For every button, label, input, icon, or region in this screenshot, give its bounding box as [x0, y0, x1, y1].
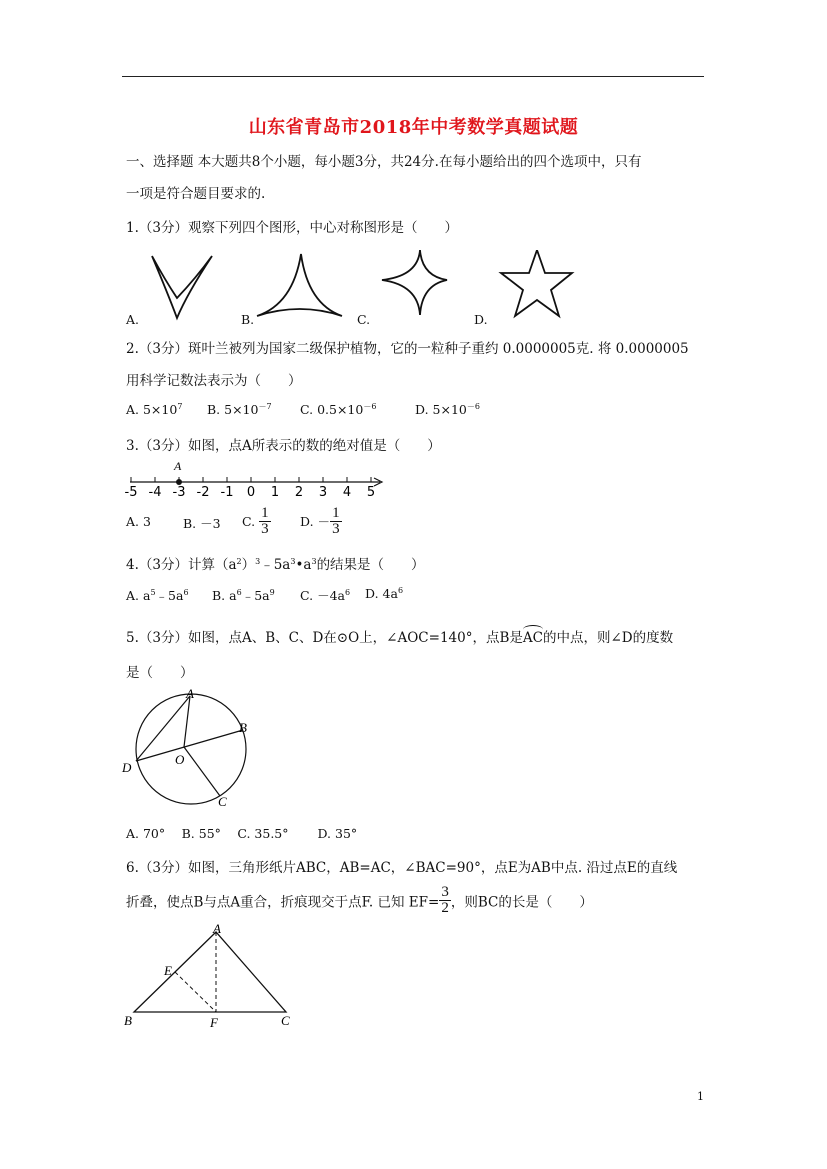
tick-label: -4	[148, 485, 162, 500]
page-title: 山东省青岛市2018年中考数学真题试题	[248, 117, 579, 138]
q4-option-d: D. $4a^6$	[365, 586, 404, 601]
q5-line1: 5.（3分）如图，点A、B、C、D在⊙O上，∠AOC=140°，点B是AC的中点，则∠D的度数	[126, 630, 674, 646]
circle-o	[136, 694, 246, 804]
number-line	[122, 455, 392, 500]
q3-option-d: D. － $\frac{1}{3}$	[300, 505, 340, 537]
q3-option-b: B. －3	[183, 516, 221, 531]
tick-label: -5	[124, 485, 138, 500]
tick-label: 4	[342, 485, 352, 500]
five-point-star-figure	[501, 250, 572, 316]
q5-options: A. 70° B. 55° C. 35.5° D. 35°	[126, 826, 358, 841]
q4-stem: 4.（3分）计算$(a^2)^3﹣5a^3•a^3$的结果是（ ）	[126, 557, 425, 573]
q2-line1: 2.（3分）斑叶兰被列为国家二级保护植物，它的一粒种子重约 0.0000005克. 将 0.0000005	[126, 341, 689, 357]
point-a-label: A	[174, 459, 182, 473]
curved-triangle-figure	[257, 254, 342, 316]
label-e: E	[164, 963, 172, 978]
circle-figure	[118, 685, 268, 810]
header-rule	[122, 76, 704, 77]
chevron-shape-figure	[152, 256, 212, 318]
q3-option-a: A. 3	[126, 514, 151, 529]
q4-option-a: A. $a^5﹣5a^6$	[126, 588, 189, 603]
q2-option-c: C. $0.5\times 10^{-6}$	[300, 402, 377, 417]
label-c: C	[218, 794, 227, 809]
tick-label: -3	[172, 485, 186, 500]
q4-option-c: C. $-4a^6$	[300, 588, 351, 603]
q1-option-a: A.	[126, 312, 140, 327]
tick-label: 0	[246, 485, 256, 500]
label-b: B	[124, 1013, 132, 1028]
label-b: B	[239, 720, 247, 735]
q2-option-a: A. $5\times 10^7$	[126, 402, 183, 417]
label-c: C	[281, 1013, 290, 1028]
q2-option-b: B. $5\times 10^{-7}$	[207, 402, 272, 417]
q1-option-c: C.	[357, 312, 371, 327]
label-o: O	[175, 752, 185, 767]
q6-line2: 折叠，使点B与点A重合，折痕现交于点F. 已知 EF= $\frac{3}{2}$ ，则BC的长是（ ）	[126, 884, 593, 916]
label-f: F	[210, 1015, 218, 1030]
q2-option-d: D. $5\times 10^{-6}$	[415, 402, 480, 417]
label-d: D	[122, 760, 132, 775]
q2-line2: 用科学记数法表示为（ ）	[126, 373, 302, 389]
tick-label: 5	[366, 485, 376, 500]
q3-option-c: C. $\frac{1}{3}$	[242, 505, 269, 537]
q3-stem: 3.（3分）如图，点A所表示的数的绝对值是（ ）	[126, 438, 441, 454]
q4-option-b: B. $a^6﹣5a^9$	[212, 588, 275, 603]
q1-option-d: D.	[474, 312, 488, 327]
section-intro-line1: 一、选择题 本大题共8个小题，每小题3分，共24分.在每小题给出的四个选项中，只有	[126, 154, 642, 170]
section-intro-line2: 一项是符合题目要求的.	[126, 186, 266, 202]
arc-ac: AC	[522, 630, 543, 646]
triangle-abc	[134, 932, 286, 1012]
q6-line1: 6.（3分）如图，三角形纸片ABC，AB=AC，∠BAC=90°，点E为AB中点. 沿过点E的直线	[126, 860, 678, 876]
tick-label: -1	[220, 485, 234, 500]
triangle-figure	[120, 920, 310, 1030]
label-a: A	[186, 686, 194, 701]
tick-label: 3	[318, 485, 328, 500]
q1-option-b: B.	[241, 312, 255, 327]
point-a-marker	[176, 479, 182, 485]
tick-label: 1	[270, 485, 280, 500]
tick-label: -2	[196, 485, 210, 500]
q5-line2: 是（ ）	[126, 665, 194, 681]
page-number: 1	[697, 1090, 704, 1103]
label-a: A	[213, 921, 221, 936]
tick-label: 2	[294, 485, 304, 500]
four-point-star-figure	[382, 250, 447, 315]
q1-stem: 1.（3分）观察下列四个图形，中心对称图形是（ ）	[126, 220, 458, 236]
